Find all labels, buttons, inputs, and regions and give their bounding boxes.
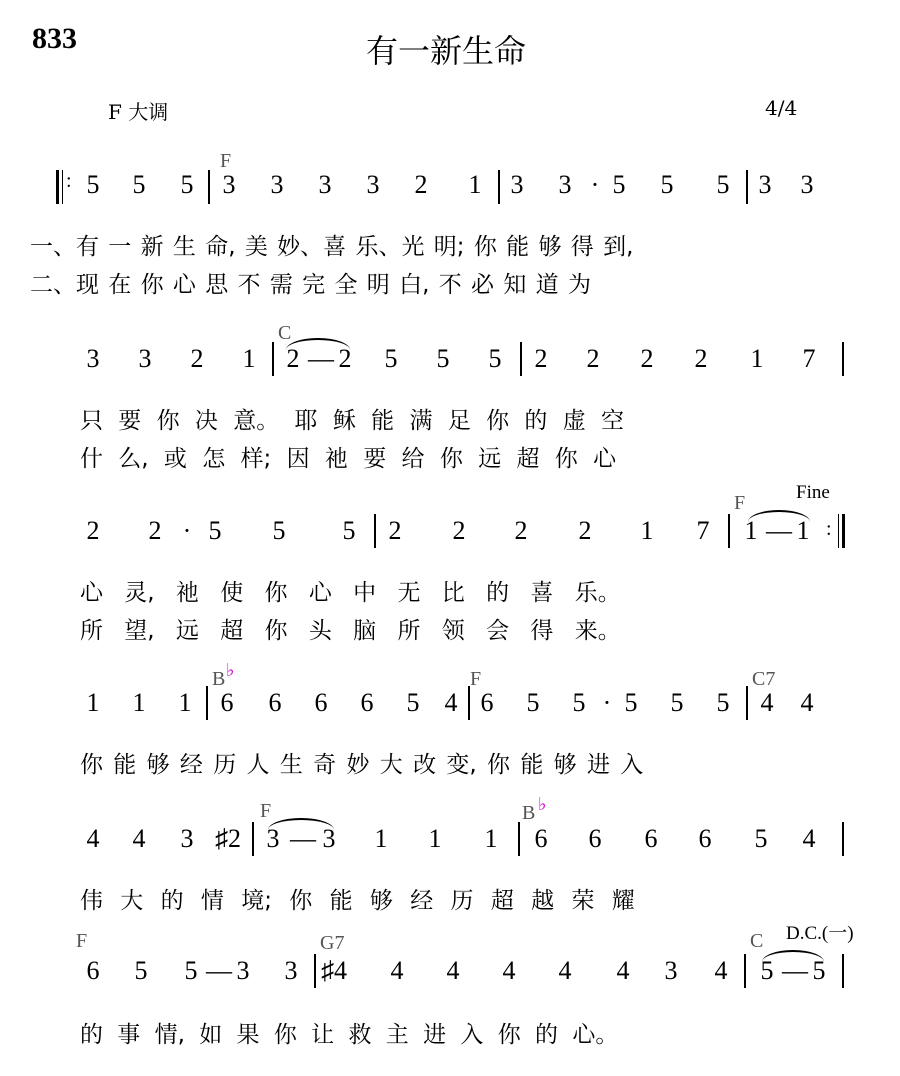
key-signature: F 大调 — [108, 100, 169, 124]
repeat-bar-thin — [838, 514, 839, 548]
chord-symbol: F — [76, 930, 88, 952]
note: 5 — [342, 516, 356, 545]
note: 3 — [558, 170, 572, 199]
note: 4 — [714, 956, 728, 985]
bar-line — [744, 954, 746, 988]
note: 3 — [180, 824, 194, 853]
note: 5 — [526, 688, 540, 717]
note: 6 — [588, 824, 602, 853]
note: 3 — [510, 170, 524, 199]
bar-line — [842, 342, 844, 376]
note: 2 — [578, 516, 592, 545]
bar-line — [728, 514, 730, 548]
repeat-dots: : — [826, 518, 832, 540]
note: 2 — [414, 170, 428, 199]
bar-line — [252, 822, 254, 856]
note: 6 — [360, 688, 374, 717]
dash: — — [782, 956, 808, 985]
note: 4 — [390, 956, 404, 985]
chord-symbol: B — [212, 668, 226, 690]
note: 5 — [812, 956, 826, 985]
note: 7 — [696, 516, 710, 545]
note: 4 — [132, 824, 146, 853]
note: 2 — [190, 344, 204, 373]
dash: — — [766, 516, 792, 545]
lyrics-verse-2: 什 么, 或 怎 样; 因 祂 要 给 你 远 超 你 心 — [80, 446, 617, 472]
note: 6 — [534, 824, 548, 853]
chord-symbol: C — [750, 930, 764, 952]
note: 6 — [268, 688, 282, 717]
note: 5 — [406, 688, 420, 717]
bar-line — [206, 686, 208, 720]
note: 3 — [86, 344, 100, 373]
note: 5 — [754, 824, 768, 853]
bar-line — [842, 822, 844, 856]
note-sharp: ♯2 — [215, 824, 241, 853]
time-signature: 4/4 — [765, 96, 798, 120]
note: 3 — [266, 824, 280, 853]
chord-symbol: F — [470, 668, 482, 690]
chord-symbol: G7 — [320, 932, 345, 954]
note: 2 — [514, 516, 528, 545]
note: 4 — [802, 824, 816, 853]
note: 4 — [558, 956, 572, 985]
note: 2 — [534, 344, 548, 373]
note: 4 — [760, 688, 774, 717]
bar-line — [746, 686, 748, 720]
note: 5 — [488, 344, 502, 373]
repeat-bar-thick — [842, 514, 845, 548]
chord-symbol: F — [220, 150, 232, 172]
note: 1 — [640, 516, 654, 545]
dash: — — [206, 956, 232, 985]
note: 5 — [436, 344, 450, 373]
lyrics-verse-1: 只 要 你 决 意。 耶 稣 能 满 足 你 的 虚 空 — [80, 408, 625, 434]
bar-line — [272, 342, 274, 376]
lyrics-verse-1: 你 能 够 经 历 人 生 奇 妙 大 改 变, 你 能 够 进 入 — [80, 752, 644, 778]
fine-mark: Fine — [796, 482, 830, 503]
dot: · — [590, 170, 600, 199]
note: 3 — [222, 170, 236, 199]
note: 2 — [338, 344, 352, 373]
note: 2 — [148, 516, 162, 545]
note: 5 — [384, 344, 398, 373]
note: 1 — [132, 688, 146, 717]
bar-line — [520, 342, 522, 376]
note: 1 — [86, 688, 100, 717]
dash: — — [290, 824, 316, 853]
bar-line — [746, 170, 748, 204]
note: 4 — [616, 956, 630, 985]
bar-line — [842, 954, 844, 988]
note: 5 — [272, 516, 286, 545]
dot: · — [182, 516, 192, 545]
note: 2 — [694, 344, 708, 373]
note-sharp: ♯4 — [321, 956, 347, 985]
bar-line — [518, 822, 520, 856]
chord-symbol: F — [260, 800, 272, 822]
note: 3 — [138, 344, 152, 373]
note: 3 — [366, 170, 380, 199]
hymn-number: 833 — [32, 22, 77, 55]
note: 3 — [318, 170, 332, 199]
note: 2 — [640, 344, 654, 373]
note: 2 — [452, 516, 466, 545]
note: 5 — [572, 688, 586, 717]
note: 6 — [698, 824, 712, 853]
chord-symbol: C — [278, 322, 292, 344]
note: 5 — [612, 170, 626, 199]
dot: · — [602, 688, 612, 717]
note: 5 — [624, 688, 638, 717]
bar-line — [498, 170, 500, 204]
note: 3 — [322, 824, 336, 853]
repeat-dots: : — [66, 170, 72, 192]
note: 3 — [800, 170, 814, 199]
note: 6 — [314, 688, 328, 717]
note: 5 — [670, 688, 684, 717]
note: 4 — [86, 824, 100, 853]
note: 1 — [242, 344, 256, 373]
note: 7 — [802, 344, 816, 373]
flat-sign: ♭ — [538, 794, 547, 815]
repeat-bar-thick — [56, 170, 59, 204]
lyrics-verse-1: 心 灵, 祂 使 你 心 中 无 比 的 喜 乐。 — [80, 580, 621, 606]
lyrics-verse-1: 伟 大 的 情 境; 你 能 够 经 历 超 越 荣 耀 — [80, 888, 635, 914]
repeat-bar-thin — [62, 170, 63, 204]
note: 5 — [660, 170, 674, 199]
dash: — — [308, 344, 334, 373]
note: 3 — [284, 956, 298, 985]
note: 2 — [586, 344, 600, 373]
note: 5 — [134, 956, 148, 985]
chord-symbol: B — [522, 802, 536, 824]
note: 3 — [664, 956, 678, 985]
note: 1 — [374, 824, 388, 853]
note: 1 — [796, 516, 810, 545]
chord-symbol: F — [734, 492, 746, 514]
note: 1 — [428, 824, 442, 853]
flat-sign: ♭ — [226, 660, 235, 681]
note: 1 — [468, 170, 482, 199]
note: 5 — [132, 170, 146, 199]
bar-line — [374, 514, 376, 548]
note: 5 — [184, 956, 198, 985]
note: 5 — [716, 688, 730, 717]
lyrics-verse-1: 的 事 情, 如 果 你 让 救 主 进 入 你 的 心。 — [80, 1022, 619, 1048]
note: 1 — [750, 344, 764, 373]
note: 4 — [446, 956, 460, 985]
note: 4 — [444, 688, 458, 717]
note: 2 — [388, 516, 402, 545]
note: 5 — [180, 170, 194, 199]
note: 5 — [760, 956, 774, 985]
note: 2 — [286, 344, 300, 373]
note: 1 — [178, 688, 192, 717]
note: 3 — [758, 170, 772, 199]
bar-line — [208, 170, 210, 204]
note: 3 — [270, 170, 284, 199]
note: 5 — [716, 170, 730, 199]
note: 6 — [644, 824, 658, 853]
lyrics-verse-2: 所 望, 远 超 你 头 脑 所 领 会 得 来。 — [80, 618, 621, 644]
note: 1 — [744, 516, 758, 545]
note: 6 — [86, 956, 100, 985]
note: 5 — [86, 170, 100, 199]
note: 4 — [800, 688, 814, 717]
chord-symbol: C7 — [752, 668, 776, 690]
note: 3 — [236, 956, 250, 985]
page-title: 有一新生命 — [366, 32, 527, 70]
bar-line — [468, 686, 470, 720]
lyrics-verse-1: 一、有 一 新 生 命, 美 妙、喜 乐、光 明; 你 能 够 得 到, — [30, 234, 634, 260]
note: 4 — [502, 956, 516, 985]
note: 1 — [484, 824, 498, 853]
note: 5 — [208, 516, 222, 545]
note: 6 — [480, 688, 494, 717]
lyrics-verse-2: 二、现 在 你 心 思 不 需 完 全 明 白, 不 必 知 道 为 — [30, 272, 591, 298]
bar-line — [314, 954, 316, 988]
dc-mark: D.C.(一) — [786, 923, 854, 944]
note: 2 — [86, 516, 100, 545]
note: 6 — [220, 688, 234, 717]
